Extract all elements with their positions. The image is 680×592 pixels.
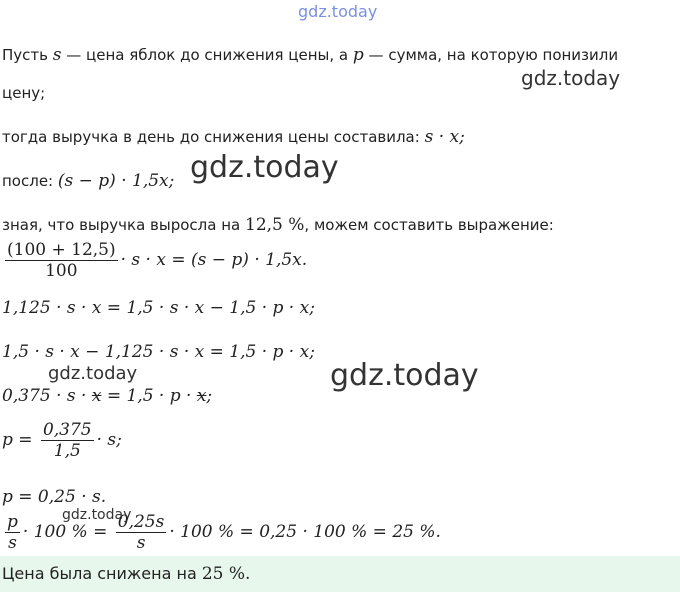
watermark: gdz.today (48, 363, 138, 384)
answer-box (0, 556, 680, 592)
denominator: s (136, 533, 146, 553)
numerator: 0,25s (117, 512, 165, 532)
intro-text: — цена яблок до снижения цены, а (61, 46, 353, 64)
equation-rest: · s; (96, 430, 122, 450)
equation-7 (2, 512, 441, 553)
fraction (41, 420, 94, 461)
numerator: p (7, 512, 18, 532)
denominator: 1,5 (53, 441, 81, 461)
revenue-after-line (2, 171, 174, 191)
numerator: 0,375 (42, 420, 92, 440)
intro-line-1 (2, 45, 618, 65)
equation-part: 0,375 · s · (2, 386, 92, 406)
revenue-after-text: после: (2, 172, 58, 190)
watermark: gdz.today (330, 358, 479, 393)
fraction (116, 512, 167, 553)
knowing-text: зная, что выручка выросла на (2, 216, 245, 234)
numerator: (100 + 12,5) (7, 240, 116, 260)
denominator: 100 (45, 261, 78, 281)
watermark: gdz.today (62, 507, 132, 523)
knowing-line (2, 215, 554, 235)
equation-5 (2, 420, 122, 461)
revenue-before-line (2, 127, 465, 147)
revenue-before-formula: s · x; (424, 127, 465, 147)
denominator: s (8, 533, 17, 553)
fraction (5, 512, 20, 553)
watermark: gdz.today (298, 2, 378, 21)
var-p: p (352, 45, 364, 65)
equation-rest: · 100 % = 0,25 · 100 % = 25 %. (169, 522, 441, 542)
equation-rest: · s · x = (s − p) · 1,5x. (120, 250, 308, 270)
var-s: s (52, 45, 62, 65)
equation-part: ; (206, 386, 213, 406)
equation-3: 1,5 · s · x − 1,125 · s · x = 1,5 · p · x; (2, 342, 315, 362)
knowing-text: , можем составить выражение: (304, 216, 554, 234)
equation-1 (2, 240, 307, 281)
revenue-before-text: тогда выручка в день до снижения цены составила: (2, 128, 425, 146)
equation-part: = 1,5 · p · (101, 386, 197, 406)
percent-value: 12,5 % (245, 215, 305, 235)
revenue-after-formula: (s − p) · 1,5x; (57, 171, 175, 191)
intro-text: — сумма, на которую понизили (363, 46, 619, 64)
cancelled-var: x (91, 386, 102, 406)
answer-text: Цена была снижена на (2, 564, 202, 583)
fraction (5, 240, 118, 281)
equation-2: 1,125 · s · x = 1,5 · s · x − 1,5 · p · x; (2, 298, 315, 318)
equation-4 (2, 386, 212, 406)
equation-6: p = 0,25 · s. (2, 487, 107, 507)
intro-line-2: цену; (2, 84, 46, 102)
cancelled-var: x (196, 386, 207, 406)
answer-value: 25 %. (201, 564, 251, 584)
watermark: gdz.today (521, 66, 621, 90)
intro-text: Пусть (2, 46, 53, 64)
equation-lhs: p = (2, 430, 33, 450)
equation-part: · 100 % = (22, 522, 108, 542)
watermark: gdz.today (190, 150, 339, 185)
